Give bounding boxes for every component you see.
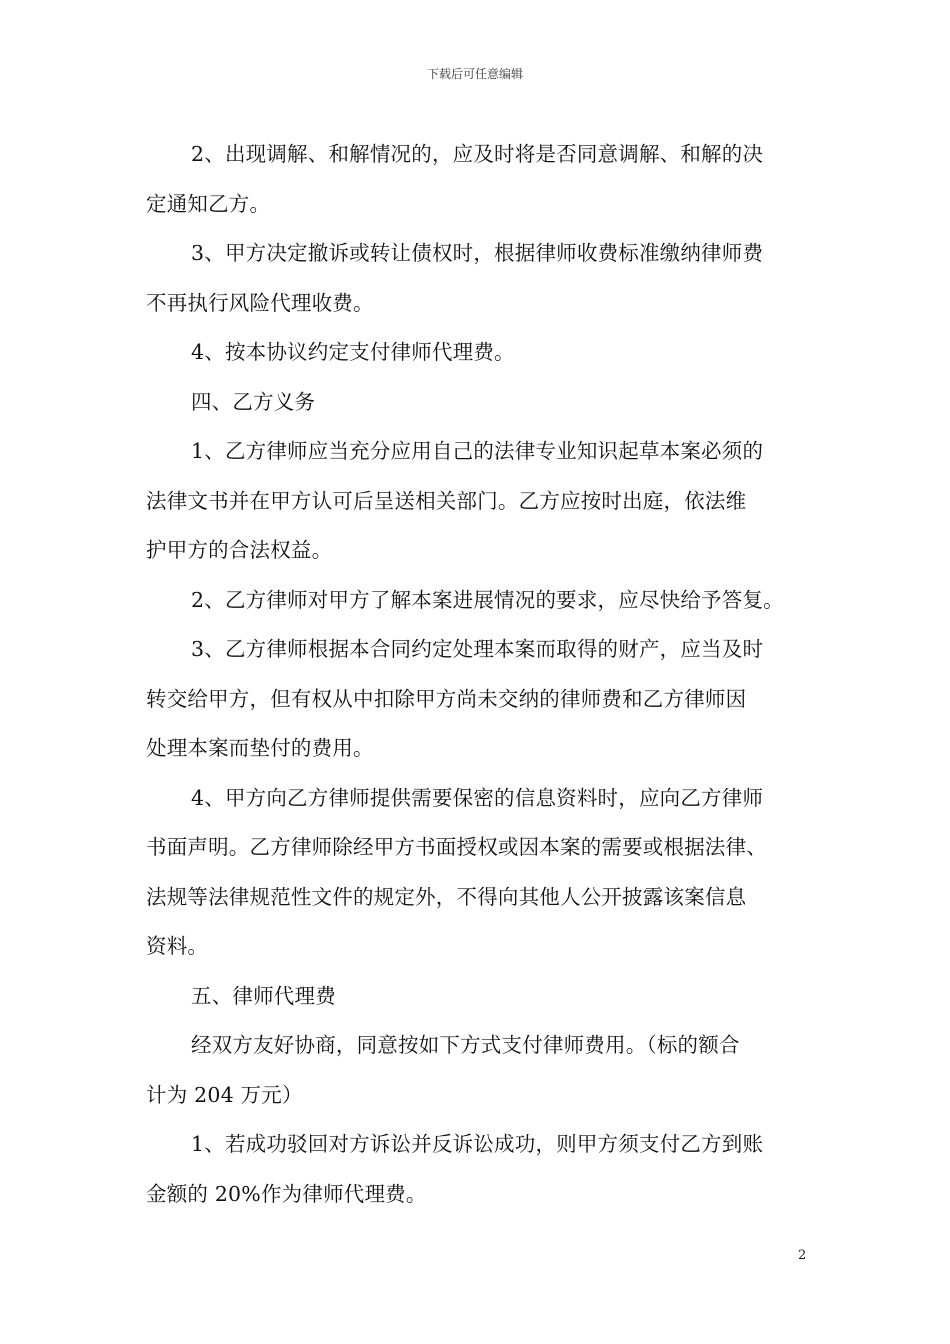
text-line: 金额的 20%作为律师代理费。 <box>146 1181 427 1206</box>
paragraph <box>146 576 816 626</box>
text-line: 2、乙方律师对甲方了解本案进展情况的要求，应尽快给予答复。 <box>191 587 784 612</box>
page-number: 2 <box>798 1248 807 1263</box>
text-line: 四、乙方义务 <box>191 389 316 414</box>
document-body <box>146 130 816 1219</box>
text-line: 资料。 <box>146 934 209 958</box>
paragraph <box>146 378 816 428</box>
page-header: 下载后可任意编辑 <box>426 67 523 81</box>
text-line: 2、出现调解、和解情况的，应及时将是否同意调解、和解的决 <box>191 142 764 166</box>
paragraph <box>146 229 816 328</box>
paragraph <box>146 328 816 378</box>
paragraph <box>146 427 816 576</box>
text-line: 3、乙方律师根据本合同约定处理本案而取得的财产，应当及时 <box>191 637 764 661</box>
paragraph <box>146 130 816 229</box>
text-line: 处理本案而垫付的费用。 <box>146 736 374 760</box>
text-line: 不再执行风险代理收费。 <box>146 290 374 315</box>
paragraph <box>146 774 816 972</box>
text-line: 经双方友好协商，同意按如下方式支付律师费用。（标的额合 <box>191 1033 740 1057</box>
text-line: 五、律师代理费 <box>191 983 336 1008</box>
text-line: 1、乙方律师应当充分应用自己的法律专业知识起草本案必须的 <box>191 439 764 463</box>
text-line: 4、按本协议约定支付律师代理费。 <box>191 340 515 364</box>
paragraph <box>146 1120 816 1219</box>
text-line: 计为 204 万元） <box>146 1082 303 1107</box>
text-line: 法律文书并在甲方认可后呈送相关部门。乙方应按时出庭，依法维 <box>146 488 747 513</box>
text-line: 定通知乙方。 <box>146 191 271 216</box>
text-line: 法规等法律规范性文件的规定外，不得向其他人公开披露该案信息 <box>146 884 747 909</box>
text-line: 护甲方的合法权益。 <box>146 538 333 562</box>
text-line: 转交给甲方，但有权从中扣除甲方尚未交纳的律师费和乙方律师因 <box>146 686 747 711</box>
text-line: 3、甲方决定撤诉或转让债权时，根据律师收费标准缴纳律师费 <box>191 241 764 265</box>
paragraph <box>146 625 816 774</box>
text-line: 4、甲方向乙方律师提供需要保密的信息资料时，应向乙方律师 <box>191 785 764 810</box>
paragraph <box>146 1021 816 1120</box>
text-line: 1、若成功驳回对方诉讼并反诉讼成功，则甲方须支付乙方到账 <box>191 1132 764 1156</box>
text-line: 书面声明。乙方律师除经甲方书面授权或因本案的需要或根据法律、 <box>146 835 767 859</box>
paragraph <box>146 972 816 1022</box>
